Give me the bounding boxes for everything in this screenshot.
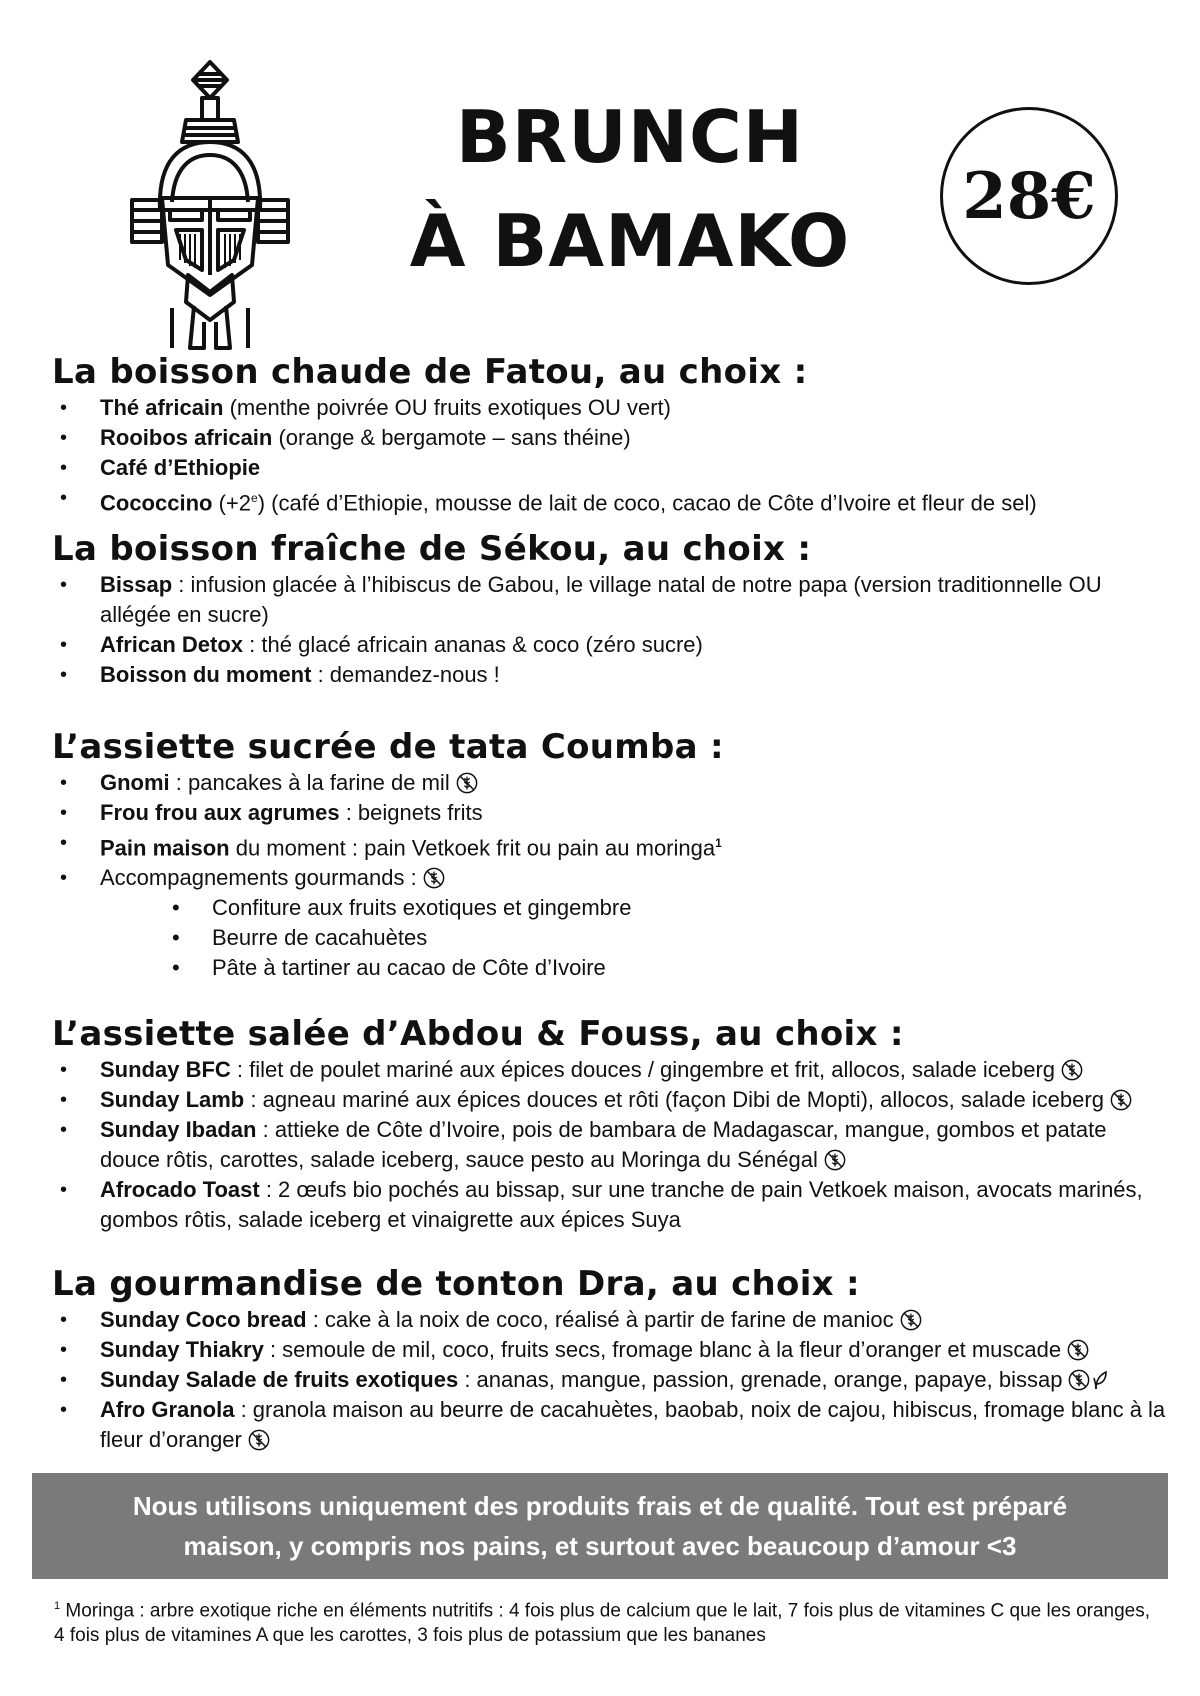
- vegan-leaf-icon: [1092, 1370, 1108, 1390]
- list-item: • Sunday BFC : filet de poulet mariné aux épices douces / gingembre et frit, allocos, salade iceberg: [52, 1055, 1172, 1085]
- list-item: • Gnomi : pancakes à la farine de mil: [52, 768, 1172, 798]
- section-sweet-plate: [52, 726, 1172, 983]
- footnote-text: Moringa : arbre exotique riche en éléments nutritifs : 4 fois plus de calcium que le lait, 7 fois plus de vitamines C que les oranges, 4 fois plus de vitamines A que les carottes, 3 fois plus de potassium que les bananes: [54, 1600, 1151, 1647]
- list-item: • Sunday Coco bread : cake à la noix de coco, réalisé à partir de farine de manioc: [52, 1305, 1172, 1335]
- title-line-1: BRUNCH: [455, 95, 805, 179]
- banner-line-2: maison, y compris nos pains, et surtout avec beaucoup d’amour <3: [183, 1531, 1017, 1561]
- list-item: • Cococcino $(+2^e)$ (café d’Ethiopie, mousse de lait de coco, cacao de Côte d’Ivoire et fleur de sel): [52, 483, 1172, 518]
- list-item: • Afro Granola : granola maison au beurre de cacahuètes, baobab, noix de cajou, hibiscus, fromage blanc à la fleur d’oranger: [52, 1395, 1172, 1455]
- list-item: • Sunday Ibadan : attieke de Côte d’Ivoire, pois de bambara de Madagascar, mangue, gombos et patate douce rôtis, carottes, salade iceberg, sauce pesto au Moringa du Sénégal: [52, 1115, 1172, 1175]
- gluten-free-icon: [824, 1149, 846, 1171]
- list-item: • Thé africain (menthe poivrée OU fruits exotiques OU vert): [52, 393, 1172, 423]
- section-hot-drinks: [52, 351, 1172, 518]
- sub-list-item: • Pâte à tartiner au cacao de Côte d’Ivoire: [52, 953, 1172, 983]
- section-title: L’assiette sucrée de tata Coumba :: [52, 727, 724, 767]
- banner-line-1: Nous utilisons uniquement des produits frais et de qualité. Tout est préparé: [132, 1491, 1068, 1521]
- list-item: • Afrocado Toast : 2 œufs bio pochés au bissap, sur une tranche de pain Vetkoek maison, avocats marinés, gombos rôtis, salade iceberg et vinaigrette aux épices Suya: [52, 1175, 1172, 1235]
- sub-list-item: • Confiture aux fruits exotiques et gingembre: [52, 893, 1172, 923]
- list-item: • African Detox : thé glacé africain ananas & coco (zéro sucre): [52, 630, 1172, 660]
- african-mask-icon: [130, 60, 290, 350]
- price-value: 28€: [962, 158, 1096, 234]
- list-item: • Boisson du moment : demandez-nous !: [52, 660, 1172, 690]
- section-title: L’assiette salée d’Abdou & Fouss, au choix :: [52, 1014, 904, 1054]
- list-item: • Sunday Lamb : agneau mariné aux épices douces et rôti (façon Dibi de Mopti), allocos, salade iceberg: [52, 1085, 1172, 1115]
- list-item: • Sunday Thiakry : semoule de mil, coco, fruits secs, fromage blanc à la fleur d’oranger et muscade: [52, 1335, 1172, 1365]
- footnote: [54, 1594, 1154, 1648]
- list-item: • Pain maison du moment : pain Vetkoek frit ou pain au moringa$^1$: [52, 828, 1172, 863]
- list-item: • Accompagnements gourmands : • Confiture aux fruits exotiques et gingembre • Beurre de cacahuètes • Pâte à tartiner au cacao de Côte d’Ivoire: [52, 863, 1172, 983]
- gluten-free-icon: [1067, 1339, 1089, 1361]
- section-title: La boisson fraîche de Sékou, au choix :: [52, 529, 812, 569]
- section-title: La gourmandise de tonton Dra, au choix :: [52, 1264, 860, 1304]
- list-item: • Café d’Ethiopie: [52, 453, 1172, 483]
- sub-list-item: • Beurre de cacahuètes: [52, 923, 1172, 953]
- gluten-free-icon: [900, 1309, 922, 1331]
- price-badge: [940, 107, 1118, 285]
- gluten-free-icon: [1061, 1059, 1083, 1081]
- list-item: • Frou frou aux agrumes : beignets frits: [52, 798, 1172, 828]
- gluten-free-icon: [1110, 1089, 1132, 1111]
- gluten-free-icon: [423, 867, 445, 889]
- title-line-2: À BAMAKO: [409, 199, 851, 283]
- gluten-free-icon: [1068, 1369, 1090, 1391]
- section-title: La boisson chaude de Fatou, au choix :: [52, 352, 808, 392]
- gluten-free-icon: [248, 1429, 270, 1451]
- section-savory-plate: [52, 1013, 1172, 1235]
- list-item: • Bissap : infusion glacée à l’hibiscus de Gabou, le village natal de notre papa (version traditionnelle OU allégée en sucre): [52, 570, 1172, 630]
- menu-title: [380, 85, 880, 293]
- footnote-marker: 1: [54, 1600, 61, 1612]
- section-cold-drinks: [52, 528, 1172, 690]
- gluten-free-icon: [456, 772, 478, 794]
- section-dessert: [52, 1263, 1172, 1455]
- list-item: • Sunday Salade de fruits exotiques : ananas, mangue, passion, grenade, orange, papaye, bissap: [52, 1365, 1172, 1395]
- list-item: • Rooibos africain (orange & bergamote – sans théine): [52, 423, 1172, 453]
- quality-banner: [32, 1473, 1168, 1579]
